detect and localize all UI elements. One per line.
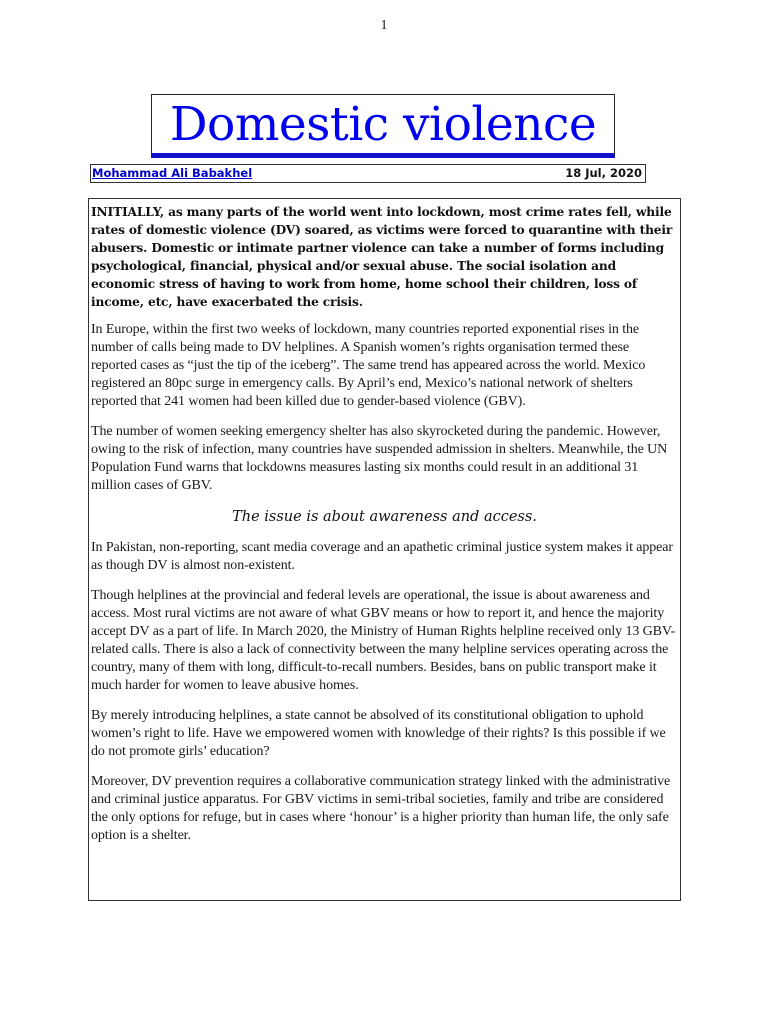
body-paragraph: The number of women seeking emergency shelter has also skyrocketed during the pandemic. However, owing to the risk of infection, many countries have suspended admission in shelters. Meanwhile, the UN Population Fund warns that lockdowns measures lasting six months could result in an additional 31 million cases of GBV.	[91, 424, 668, 493]
article-title: Domestic violence	[169, 97, 597, 152]
lede-paragraph: INITIALLY, as many parts of the world went into lockdown, most crime rates fell, while rates of domestic violence (DV) soared, as victims were forced to quarantine with their abusers. Domestic or intimate partner violence can take a number of forms including psychological, financial, physical and/or sexual abuse. The social isolation and economic stress of having to work from home, home school their children, loss of income, etc, have exacerbated the crisis.	[91, 205, 673, 309]
body-paragraph: Though helplines at the provincial and federal levels are operational, the issue is about awareness and access. Most rural victims are not aware of what GBV means or how to report it, and hence the majority accept DV as a part of life. In March 2020, the Ministry of Human Rights helpline received only 13 GBV-related calls. There is also a lack of connectivity between the many helpline services operating across the country, many of them with long, difficult-to-recall numbers. Besides, bans on public transport make it much harder for women to leave abusive homes.	[91, 588, 676, 693]
title-box	[151, 94, 615, 158]
publish-date: 18 Jul, 2020	[565, 166, 642, 180]
page-number: 1	[380, 18, 388, 33]
body-paragraph: In Europe, within the first two weeks of lockdown, many countries reported exponential rises in the number of calls being made to DV helplines. A Spanish women’s rights organisation termed these reported cases as “just the tip of the iceberg”. The same trend has appeared across the world. Mexico registered an 80pc surge in emergency calls. By April’s end, Mexico’s national network of shelters reported that 241 women had been killed due to gender-based violence (GBV).	[91, 322, 646, 409]
body-paragraph: In Pakistan, non-reporting, scant media coverage and an apathetic criminal justice system makes it appear as though DV is almost non-existent.	[91, 540, 673, 573]
pull-quote: The issue is about awareness and access.	[232, 509, 537, 525]
body-paragraph: By merely introducing helplines, a state cannot be absolved of its constitutional obligation to uphold women’s right to life. Have we empowered women with knowledge of their rights? Is this possible if we do not promote girls’ education?	[91, 708, 666, 759]
byline	[90, 164, 646, 183]
article-body	[88, 198, 681, 901]
author-link[interactable]: Mohammad Ali Babakhel	[92, 166, 253, 180]
body-paragraph: Moreover, DV prevention requires a collaborative communication strategy linked with the administrative and criminal justice apparatus. For GBV victims in semi-tribal societies, family and tribe are considered the only options for refuge, but in cases where ‘honour’ is a higher priority than human life, the only safe option is a shelter.	[91, 774, 671, 843]
